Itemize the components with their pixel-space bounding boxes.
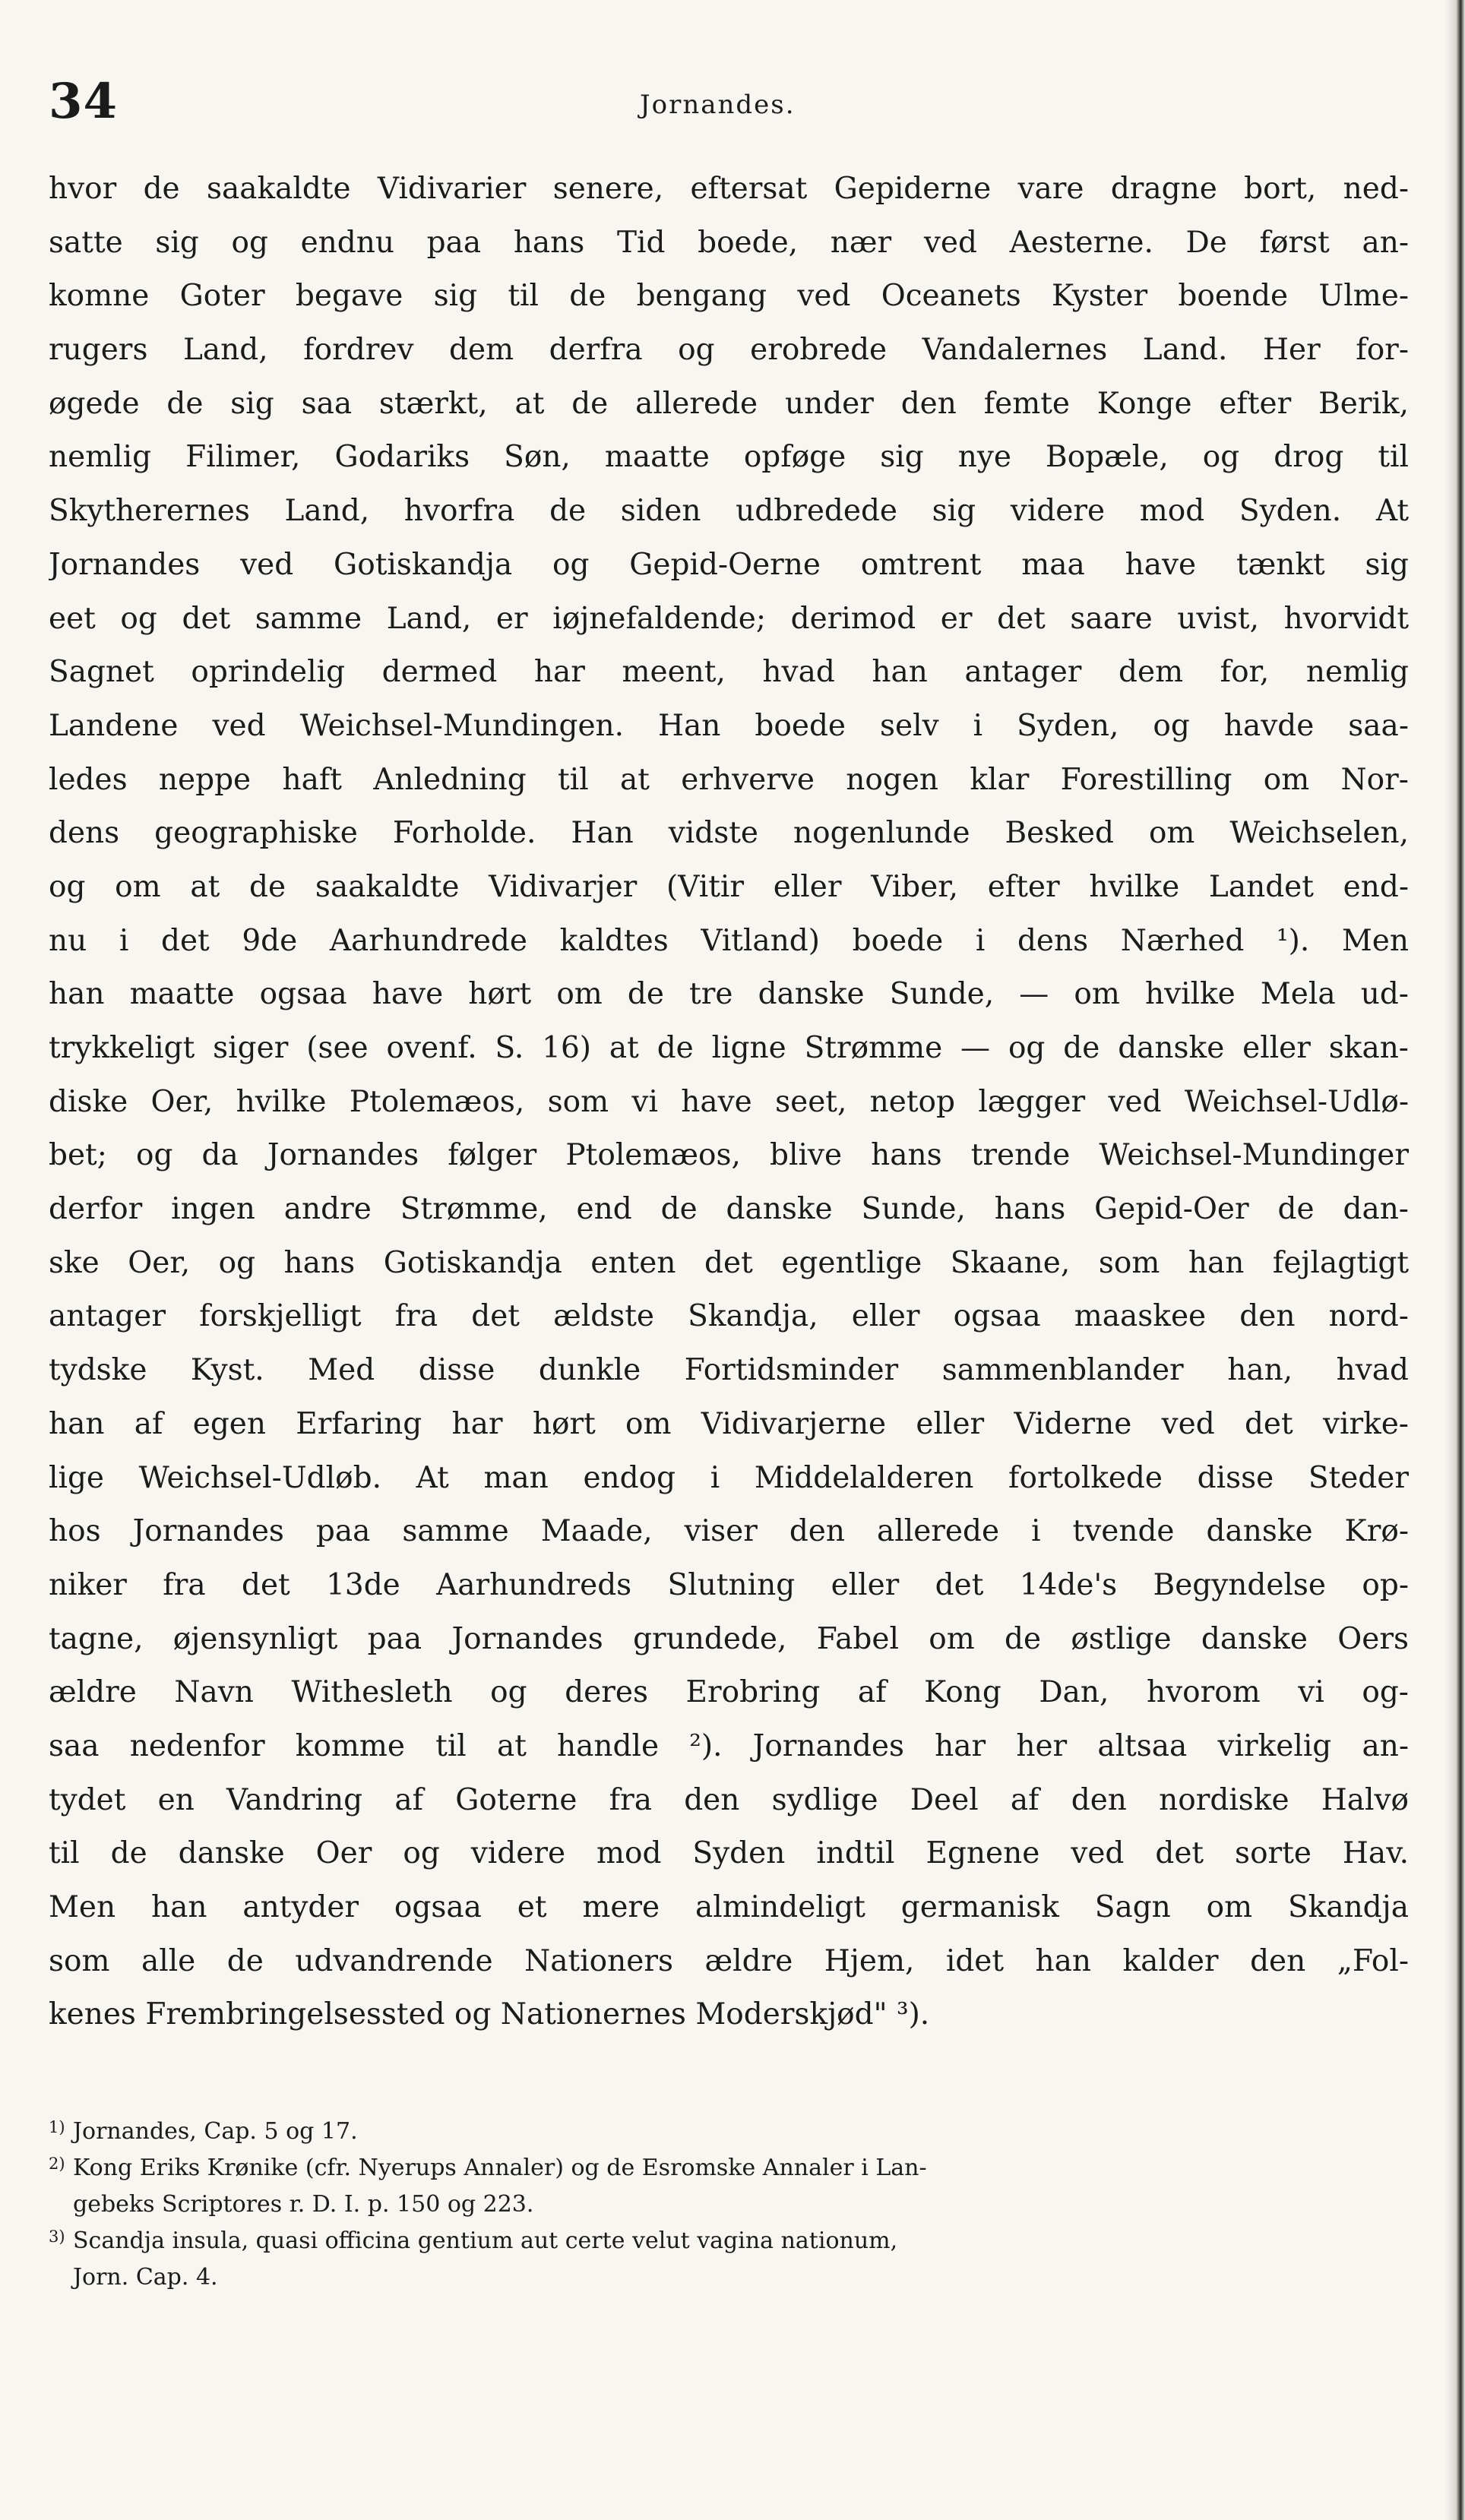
text-line: han maatte ogsaa have hørt om de tre danske Sunde, — om hvilke Mela ud- xyxy=(49,977,1409,1012)
text-line: ledes neppe haft Anledning til at erhverve nogen klar Forestilling om Nor- xyxy=(49,762,1409,797)
footnote-text: Jorn. Cap. 4. xyxy=(73,2264,218,2291)
footnote-text: Scandja insula, quasi officina gentium aut certe velut vagina nationum, xyxy=(73,2228,898,2254)
page-edge xyxy=(1445,0,1465,2520)
text-line: og om at de saakaldte Vidivarjer (Vitir eller Viber, efter hvilke Landet end- xyxy=(49,869,1409,904)
footnote-mark: 1) xyxy=(49,2118,65,2136)
text-line: lige Weichsel-Udløb. At man endog i Middelalderen fortolkede disse Steder xyxy=(49,1460,1409,1495)
text-line: saa nedenfor komme til at handle ²). Jornandes har her altsaa virkelig an- xyxy=(49,1728,1409,1763)
text-line: ske Oer, og hans Gotiskandja enten det egentlige Skaane, som han fejlagtigt xyxy=(49,1245,1409,1280)
text-line: derfor ingen andre Strømme, end de danske Sunde, hans Gepid-Oer de dan- xyxy=(49,1192,1409,1227)
text-line: antager forskjelligt fra det ældste Skandja, eller ogsaa maaskee den nord- xyxy=(49,1299,1409,1334)
footnote-line xyxy=(49,2223,1409,2259)
text-line: diske Oer, hvilke Ptolemæos, som vi have seet, netop lægger ved Weichsel-Udlø- xyxy=(49,1084,1409,1119)
text-line: tagne, øjensynligt paa Jornandes grundede, Fabel om de østlige danske Oers xyxy=(49,1621,1409,1656)
text-line: øgede de sig saa stærkt, at de allerede under den femte Konge efter Berik, xyxy=(49,386,1409,421)
text-line: til de danske Oer og videre mod Syden indtil Egnene ved det sorte Hav. xyxy=(49,1836,1409,1871)
text-line: satte sig og endnu paa hans Tid boede, nær ved Aesterne. De først an- xyxy=(49,225,1409,260)
footnote-mark: 2) xyxy=(49,2155,65,2173)
text-line: tydske Kyst. Med disse dunkle Fortidsminder sammenblander han, hvad xyxy=(49,1353,1409,1388)
footnote-line xyxy=(49,2259,1409,2296)
footnote-line xyxy=(49,2150,1409,2186)
footnote-text: Jornandes, Cap. 5 og 17. xyxy=(73,2118,358,2145)
footnote-text: gebeks Scriptores r. D. I. p. 150 og 223. xyxy=(73,2191,534,2218)
footnote-mark: 3) xyxy=(49,2228,65,2246)
text-line: som alle de udvandrende Nationers ældre Hjem, idet han kalder den „Fol- xyxy=(49,1943,1409,1978)
text-line: tydet en Vandring af Goterne fra den sydlige Deel af den nordiske Halvø xyxy=(49,1782,1409,1817)
text-line: kenes Frembringelsessted og Nationernes Moderskjød" ³). xyxy=(49,1997,930,2032)
page-number: 34 xyxy=(49,73,119,130)
footnote-line xyxy=(49,2186,1409,2223)
running-head: Jornandes. xyxy=(640,90,796,120)
footnote-line xyxy=(49,2114,1409,2150)
text-line: nu i det 9de Aarhundrede kaldtes Vitland) boede i dens Nærhed ¹). Men xyxy=(49,923,1409,958)
text-line: han af egen Erfaring har hørt om Vidivarjerne eller Viderne ved det virke- xyxy=(49,1406,1409,1441)
text-line: Men han antyder ogsaa et mere almindeligt germanisk Sagn om Skandja xyxy=(49,1890,1409,1924)
text-line: ældre Navn Withesleth og deres Erobring af Kong Dan, hvorom vi og- xyxy=(49,1675,1409,1710)
text-line: bet; og da Jornandes følger Ptolemæos, blive hans trende Weichsel-Mundinger xyxy=(49,1138,1409,1173)
text-line: Landene ved Weichsel-Mundingen. Han boede selv i Syden, og havde saa- xyxy=(49,708,1409,743)
footnotes xyxy=(49,2114,1409,2296)
text-line: komne Goter begave sig til de bengang ved Oceanets Kyster boende Ulme- xyxy=(49,279,1409,314)
text-line: Jornandes ved Gotiskandja og Gepid-Oerne omtrent maa have tænkt sig xyxy=(49,547,1409,582)
text-line: niker fra det 13de Aarhundreds Slutning eller det 14de's Begyndelse op- xyxy=(49,1567,1409,1602)
text-line: nemlig Filimer, Godariks Søn, maatte opføge sig nye Bopæle, og drog til xyxy=(49,440,1409,475)
footnote-text: Kong Eriks Krønike (cfr. Nyerups Annaler) og de Esromske Annaler i Lan- xyxy=(73,2155,927,2181)
text-line: rugers Land, fordrev dem derfra og erobrede Vandalernes Land. Her for- xyxy=(49,333,1409,368)
body-text xyxy=(49,163,1409,2042)
page-header xyxy=(49,73,1409,141)
text-line: hvor de saakaldte Vidivarier senere, eftersat Gepiderne vare dragne bort, ned- xyxy=(49,172,1409,206)
text-line: Sagnet oprindelig dermed har meent, hvad han antager dem for, nemlig xyxy=(49,655,1409,690)
text-line: dens geographiske Forholde. Han vidste nogenlunde Besked om Weichselen, xyxy=(49,816,1409,851)
text-line: Skytherernes Land, hvorfra de siden udbredede sig videre mod Syden. At xyxy=(49,494,1409,529)
text-line: eet og det samme Land, er iøjnefaldende; derimod er det saare uvist, hvorvidt xyxy=(49,601,1409,636)
text-line: trykkeligt siger (see ovenf. S. 16) at de ligne Strømme — og de danske eller skan- xyxy=(49,1031,1409,1065)
text-line: hos Jornandes paa samme Maade, viser den allerede i tvende danske Krø- xyxy=(49,1514,1409,1549)
